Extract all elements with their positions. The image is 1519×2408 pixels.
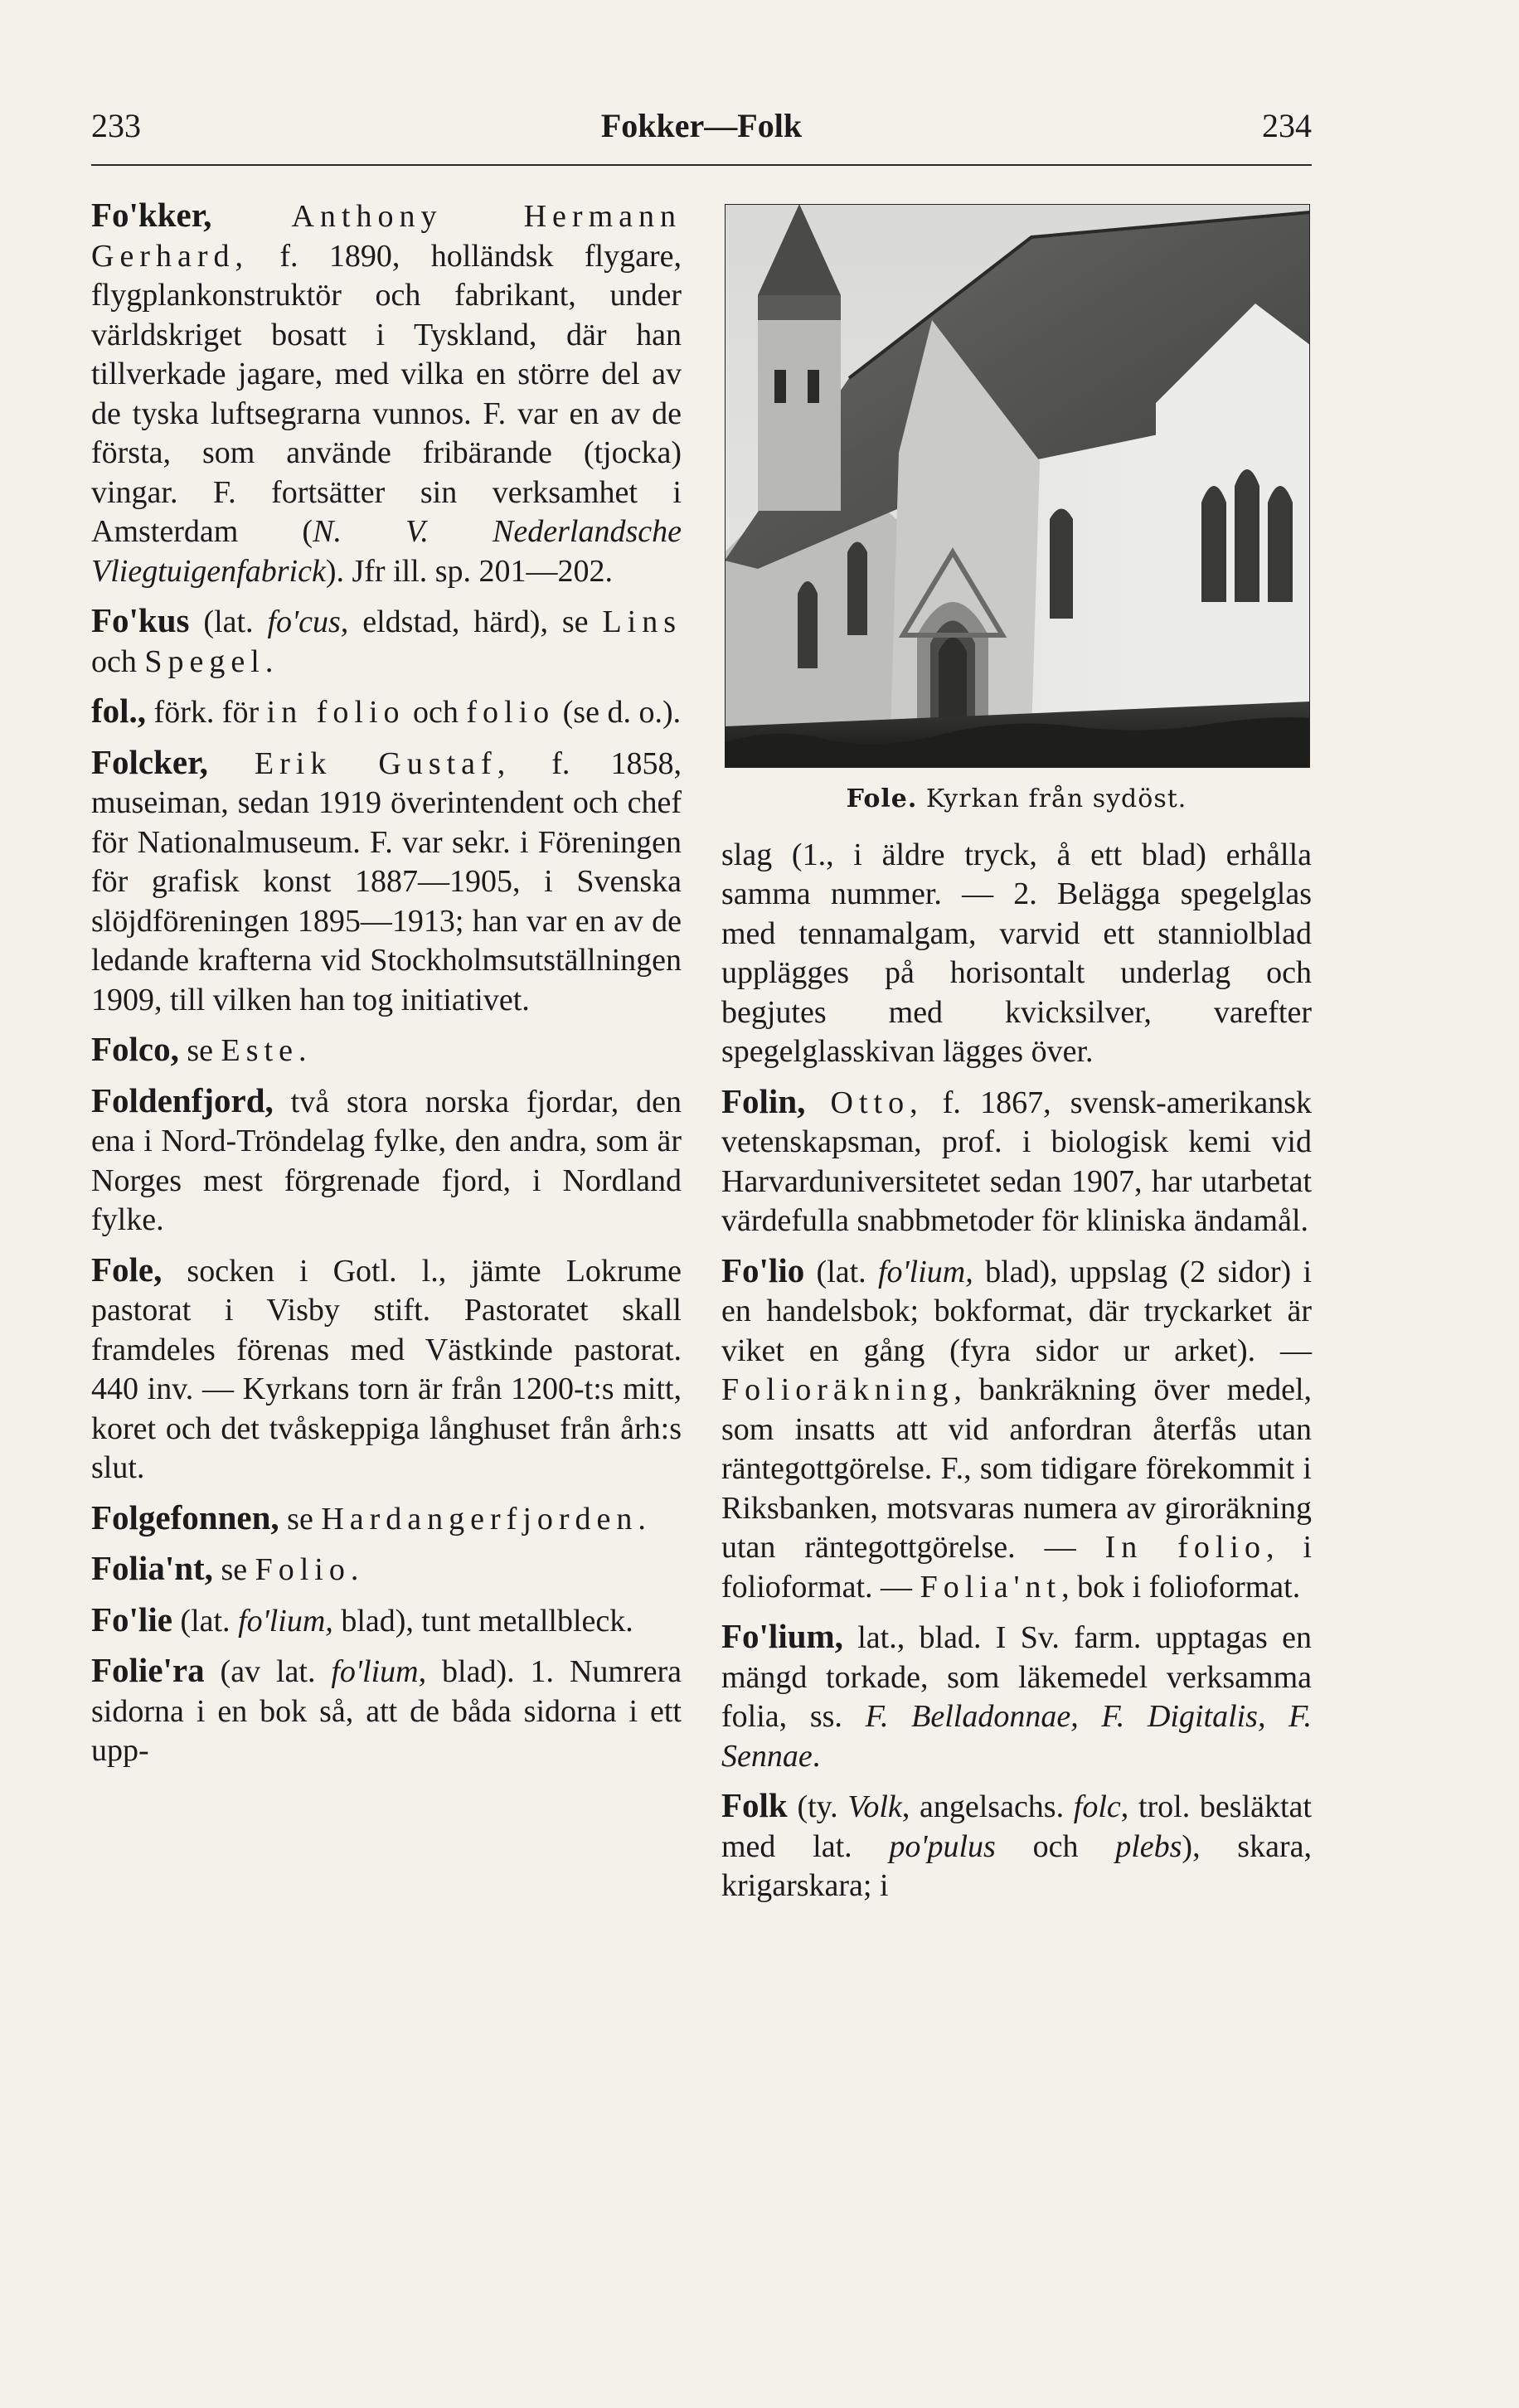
headword: Foldenfjord, <box>91 1080 274 1119</box>
left-column <box>91 196 682 1781</box>
entry-foliera: Folie'ra (av lat. fo'lium, blad). 1. Numrera sidorna i en bok så, att de båda sidorna i ett upp- <box>91 1651 682 1768</box>
headword: Folk <box>721 1786 788 1824</box>
headword: Folin, <box>721 1081 806 1120</box>
headword: Folie'ra <box>91 1651 205 1689</box>
entry-foliant: Folia'nt, se Folio. <box>91 1549 359 1587</box>
headword: Fole, <box>91 1250 163 1289</box>
church-photo <box>725 204 1310 768</box>
entry-folcker: Folcker, Erik Gustaf, f. 1858, museiman, sedan 1919 överintendent och chef för Nationalmuseum. F. var sekr. i Föreningen för grafisk konst 1887—1905, i Svenska slöjdföreningen 1895—1913; han var en av de ledande krafterna vid Stockholmsutställningen 1909, till vilken han tog initiativet. <box>91 742 682 1017</box>
headword: Folgefonnen, <box>91 1498 279 1537</box>
entry-folk: Folk (ty. Volk, angelsachs. folc, trol. besläktat med lat. po'pulus och plebs), skara, krigarskara; i <box>721 1786 1312 1903</box>
headword: Fo'kus <box>91 601 190 639</box>
page-number-left: 233 <box>91 107 141 144</box>
page-number-right: 234 <box>1262 107 1312 144</box>
entry-foldenfjord: Foldenfjord, två stora norska fjordar, den ena i Nord-Tröndelag fylke, den andra, som är Norges mest förgrenade fjord, i Nordland fylke. <box>91 1080 682 1237</box>
headword: Folia'nt, <box>91 1549 213 1587</box>
headword: fol., <box>91 692 147 730</box>
headword: Fo'lio <box>721 1250 805 1289</box>
church-illustration <box>725 204 1310 768</box>
entry-folio: Fo'lio (lat. fo'lium, blad), uppslag (2 sidor) i en handelsbok; bokformat, där tryckarket är viket en gång (fyra sidor ur arket). — Folioräkning, bankräkning över medel, som insatts att vid anfordran återfås utan räntegottgörelse. F., som tidigare förekommit i Riksbanken, motsvaras numera av giroräkning utan räntegottgörelse. — In folio, i folioformat. — Folia'nt, bok i folioformat. <box>721 1250 1313 1605</box>
entry-fole: Fole, socken i Gotl. l., jämte Lokrume pastorat i Visby stift. Pastoratet skall framdeles förenas med Västkinde pastorat. 440 inv. — Kyrkans torn är från 1200-t:s mitt, koret och det tvåskeppiga långhuset från årh:s slut. <box>91 1250 682 1485</box>
headword: Fo'kker, <box>91 196 212 234</box>
header-rule <box>91 164 1312 166</box>
running-title: Fokker—Folk <box>600 107 803 144</box>
headword: Folco, <box>91 1030 179 1068</box>
entry-fokker: Fo'kker, Anthony Hermann Gerhard, f. 1890, holländsk flygare, flygplankonstruktör och fabrikant, under världskriget bosatt i Tyskland, där han tillverkade jagare, med vilka en större del av de tyska luftsegrarna vunnos. F. var en av de första, som använde fribärande (tjocka) vingar. F. fortsätter sin verksamhet i Amsterdam (N. V. Nederlandsche Vliegtuigenfabrick). Jfr ill. sp. 201—202. <box>91 196 682 589</box>
entry-foliera-continued: slag (1., i äldre tryck, å ett blad) erhålla samma nummer. — 2. Belägga spegelglas med tennamalgam, varvid ett stanniolblad upplägges på horisontalt underlag och begjutes med kvicksilver, varefter spegelglasskivan lägges över. <box>721 837 1312 1069</box>
entry-fol: fol., förk. för in folio och folio (se d. o.). <box>91 692 682 730</box>
entry-folgefonnen: Folgefonnen, se Hardangerfjorden. <box>91 1498 646 1537</box>
headword: Fo'lie <box>91 1600 172 1639</box>
right-column <box>721 196 1312 1916</box>
entry-fokus: Fo'kus (lat. fo'cus, eldstad, härd), se Lins och Spegel. <box>91 601 682 679</box>
entry-folin: Folin, Otto, f. 1867, svensk-amerikansk vetenskapsman, prof. i biologisk kemi vid Harvarduniversitetet sedan 1907, har utarbetat värdefulla snabbmetoder för kliniska ändamål. <box>721 1081 1312 1238</box>
figure-caption: Fole. Kyrkan från sydöst. <box>846 784 1187 813</box>
headword: Folcker, <box>91 742 208 781</box>
entry-folco: Folco, se Este. <box>91 1030 307 1068</box>
entry-folium: Fo'lium, lat., blad. I Sv. farm. upptagas en mängd torkade, som läkemedel verksamma folia, ss. F. Belladonnae, F. Digitalis, F. Sennae. <box>721 1617 1312 1774</box>
page-header <box>91 106 1312 156</box>
headword: Fo'lium, <box>721 1617 843 1655</box>
entry-folie: Fo'lie (lat. fo'lium, blad), tunt metallbleck. <box>91 1600 633 1639</box>
